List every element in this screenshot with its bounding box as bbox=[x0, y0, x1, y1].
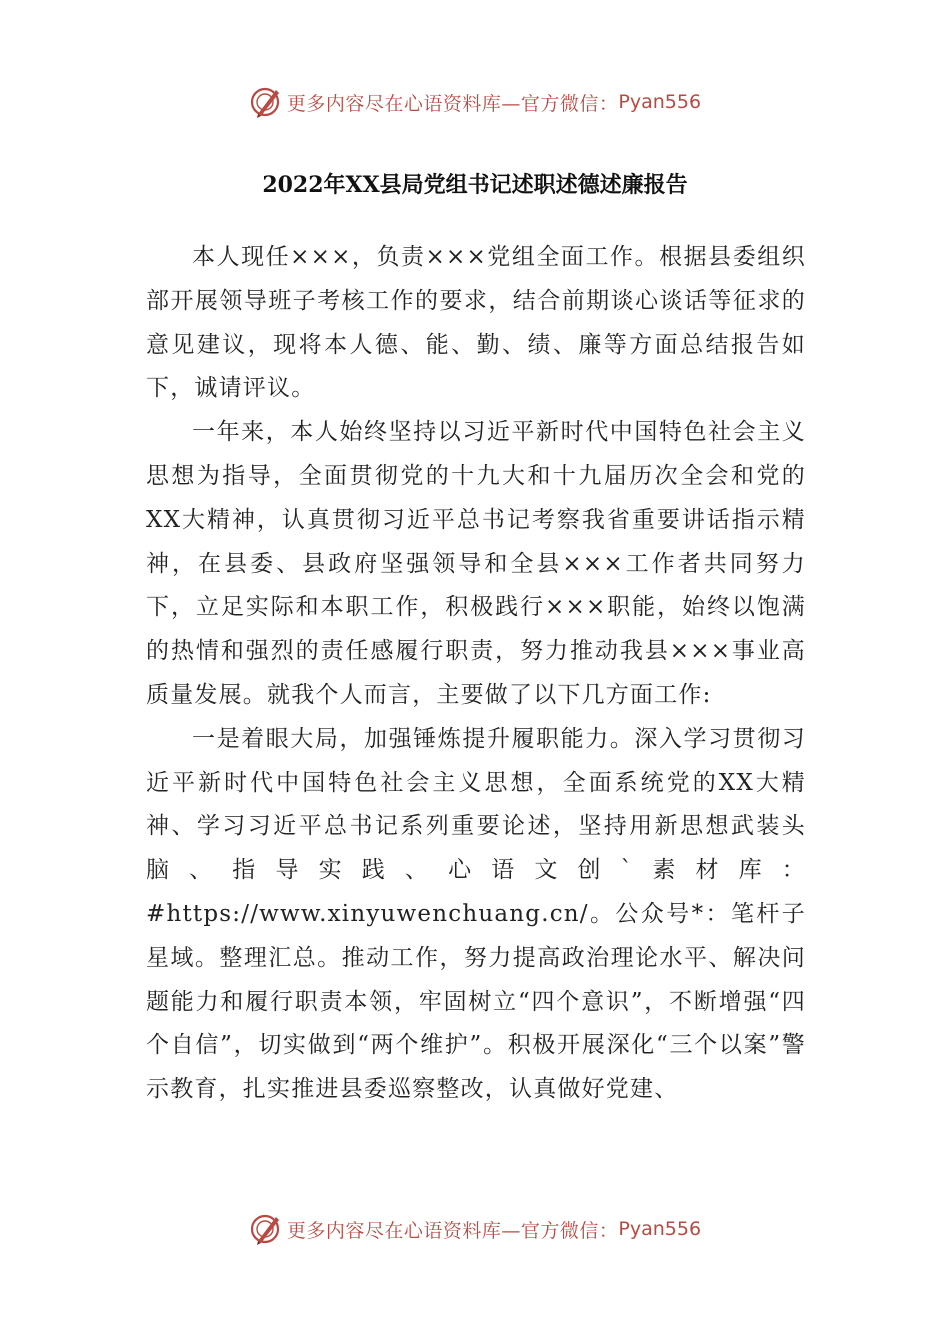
wechat-id: Pyan556 bbox=[618, 1218, 702, 1240]
paragraph-3: 一是着眼大局，加强锤炼提升履职能力。深入学习贯彻习近平新时代中国特色社会主义思想，全面系统党的XX大精神、学习习近平总书记系列重要论述，坚持用新思想武装头脑、指导实践、心语文创`素材库：#https://www.xinyuwenchuang.cn/。公众号*：笔杆子星域。整理汇总。推动工作，努力提高政治理论水平、解决问题能力和履行职责本领，牢固树立“四个意识”，不断增强“四个自信”，切实做到“两个维护”。积极开展深化“三个以案”警示教育，扎实推进县委巡察整改，认真做好党建、 bbox=[146, 725, 806, 1103]
paragraph-1: 本人现任×××，负责×××党组全面工作。根据县委组织部开展领导班子考核工作的要求，结合前期谈心谈话等征求的意见建议，现将本人德、能、勤、绩、廉等方面总结报告如下，诚请评议。 bbox=[146, 244, 806, 402]
banner-text: 更多内容尽在心语资料库—官方微信： bbox=[286, 1219, 619, 1242]
document-title: 2022年XX县局党组书记述职述德述廉报告 bbox=[262, 172, 688, 198]
banner-text: 更多内容尽在心语资料库—官方微信： bbox=[286, 92, 619, 115]
document-body bbox=[146, 236, 806, 1112]
header-banner bbox=[0, 82, 950, 122]
pen-logo-icon bbox=[249, 1212, 283, 1246]
footer-banner bbox=[0, 1209, 950, 1249]
wechat-id: Pyan556 bbox=[618, 91, 702, 113]
pen-logo-icon bbox=[249, 85, 283, 119]
paragraph-2: 一年来，本人始终坚持以习近平新时代中国特色社会主义思想为指导，全面贯彻党的十九大和十九届历次全会和党的XX大精神，认真贯彻习近平总书记考察我省重要讲话指示精神，在县委、县政府坚强领导和全县×××工作者共同努力下，立足实际和本职工作，积极践行×××职能，始终以饱满的热情和强烈的责任感履行职责，努力推动我县×××事业高质量发展。就我个人而言，主要做了以下几方面工作: bbox=[146, 419, 806, 708]
